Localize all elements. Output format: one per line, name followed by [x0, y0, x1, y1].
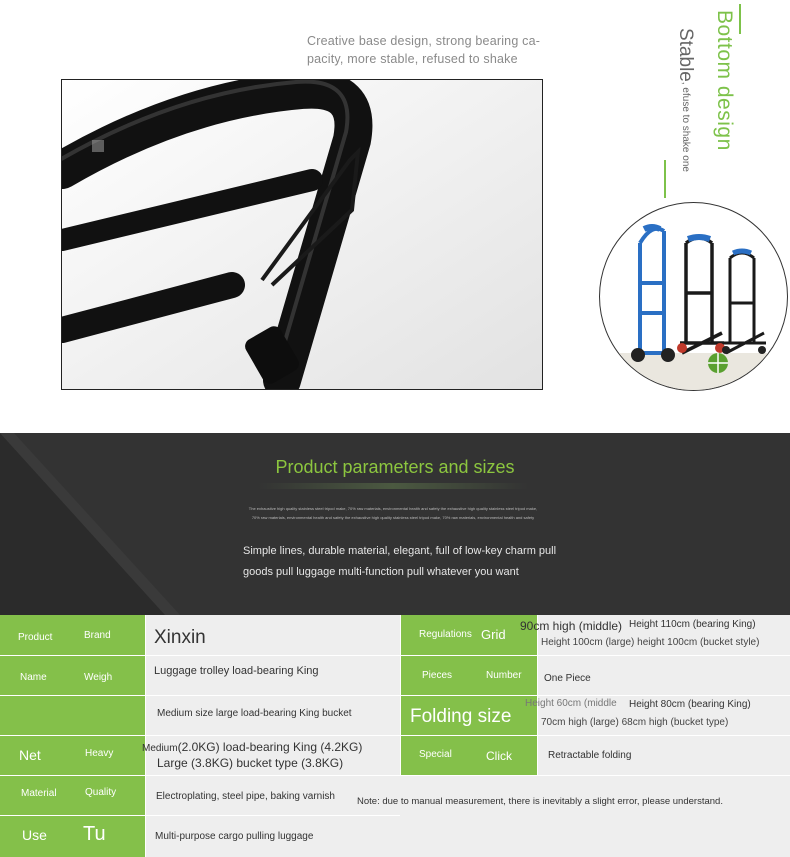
- value-pieces: One Piece: [544, 673, 591, 684]
- value-material: Electroplating, steel pipe, baking varnish: [156, 791, 335, 802]
- stable-small-text: , efuse to shake one: [680, 81, 691, 172]
- note-area: [400, 775, 790, 857]
- label-quality: Quality: [85, 787, 117, 798]
- value-special: Retractable folding: [548, 750, 632, 761]
- feature-caption: Creative base design, strong bearing ca-pacity, more stable, refused to shake: [307, 34, 541, 66]
- value-size-middle: 90cm high (middle): [520, 619, 623, 633]
- subtitle-accent-bar: [664, 160, 666, 198]
- title-glow: [258, 483, 528, 489]
- value-fold-middle: Height 60cm (middle: [525, 698, 617, 709]
- bottom-design-title: Bottom design: [713, 10, 736, 151]
- label-tu: Tu: [83, 823, 106, 845]
- row-divider: [0, 735, 790, 736]
- value-name-cont: Medium size large load-bearing King bucket: [157, 708, 352, 719]
- label-folding-size: Folding size: [410, 706, 512, 727]
- parameters-table: [0, 615, 790, 857]
- banner-description: [243, 541, 573, 583]
- value-fold-large: 70cm high (large) 68cm high (bucket type): [541, 717, 729, 728]
- base-closeup-photo: [61, 79, 543, 390]
- label-net: Net: [19, 747, 41, 763]
- title-accent-bar: [739, 4, 741, 34]
- label-name: Name: [20, 672, 47, 683]
- value-size-large: Height 100cm (large) height 100cm (bucket style): [541, 637, 760, 648]
- value-brand: Xinxin: [154, 627, 206, 648]
- column-divider: [400, 615, 401, 775]
- label-number: Number: [486, 670, 522, 681]
- row-divider: [0, 655, 790, 656]
- fine-print: The exhaustive high quality stainless steel tripod make, 70% raw materials, environmental health and safety the exhaustive high quality stainless steel tripod make, 70% raw materials, environmental health and safety the exhaustive high quality stainless steel tripod make, 70% raw materials, environmental health and safety: [248, 506, 538, 520]
- trolleys-illustration: [600, 203, 788, 391]
- label-heavy: Heavy: [85, 748, 114, 759]
- frame-tube-illustration: [62, 80, 543, 390]
- value-size-king: Height 110cm (bearing King): [629, 619, 756, 630]
- row-divider: [0, 695, 790, 696]
- value-fold-king: Height 80cm (bearing King): [629, 699, 751, 710]
- stable-word: Stable: [675, 28, 696, 82]
- value-weight-medium: Medium: [142, 743, 178, 754]
- trolley-lineup-photo: [599, 202, 788, 391]
- label-product: Product: [18, 632, 53, 643]
- column-divider: [145, 615, 146, 857]
- description-line-2: goods pull luggage multi-function pull whatever you want: [243, 566, 519, 578]
- left-value-column: [145, 615, 400, 857]
- label-grid: Grid: [481, 627, 506, 642]
- stable-subtitle: [670, 28, 696, 198]
- parameters-banner: [0, 433, 790, 615]
- label-material: Material: [21, 788, 57, 799]
- label-regulations: Regulations: [419, 629, 472, 640]
- label-pieces: Pieces: [422, 670, 453, 681]
- row-divider: [0, 775, 790, 776]
- parameters-title: Product parameters and sizes: [275, 457, 515, 477]
- column-divider: [537, 615, 538, 775]
- label-use: Use: [22, 827, 47, 843]
- description-line-1: Simple lines, durable material, elegant, full of low-key charm pull: [243, 545, 557, 557]
- left-label-column: [0, 615, 145, 857]
- label-special: Special: [419, 749, 452, 760]
- row-divider: [0, 815, 400, 816]
- value-weight-medium-detail: (2.0KG) load-bearing King (4.2KG): [177, 740, 363, 754]
- value-name: Luggage trolley load-bearing King: [154, 665, 319, 677]
- label-click: Click: [486, 749, 512, 763]
- value-use: Multi-purpose cargo pulling luggage: [155, 831, 314, 842]
- label-weigh: Weigh: [84, 672, 113, 683]
- value-weight-line2: Large (3.8KG) bucket type (3.8KG): [157, 756, 344, 770]
- value-weight-line1: [142, 738, 362, 756]
- measurement-note: Note: due to manual measurement, there is inevitably a slight error, please understand.: [357, 796, 723, 807]
- label-brand: Brand: [84, 630, 111, 641]
